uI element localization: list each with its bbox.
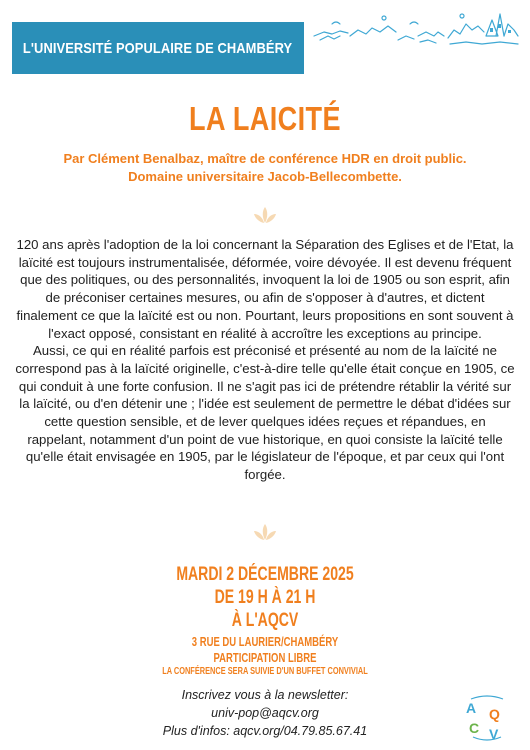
- logo-letter: A: [466, 700, 477, 716]
- logo-letter: Q: [489, 706, 500, 722]
- more-info-text: Plus d'infos: aqcv.org/04.79.85.67.41: [162, 724, 368, 738]
- logo-letter: V: [489, 726, 499, 742]
- body-paragraph: Aussi, ce qui en réalité parfois est préconisé et présenté au nom de la laïcité ne correspond pas à la laïcité originelle, c'est-à-dire telle qu'elle était conçue en 1905, ce qui conduit à une forte confusion. Il ne s'agit pas ici de prétendre rétablir la vérité sur la laïcité, ou d'en détenir une ; l'idée est seulement de permettre le débat d'idées sur cette question sensible, et de lever quelques idées reçues et répandues, en rappelant, notamment d'un point de vue historique, en quoi consiste la laïcité telle qu'elle était envisagée en 1905, par le législateur de l'époque, et par ceux qui l'ont forgée.: [15, 343, 515, 483]
- affiliation-line: Domaine universitaire Jacob-Bellecombette.: [128, 169, 402, 184]
- banner-title: L'UNIVERSITÉ POPULAIRE DE CHAMBÉRY: [23, 39, 293, 57]
- page-title: LA LAICITÉ: [189, 100, 341, 137]
- newsletter-label: Inscrivez vous à la newsletter:: [181, 688, 349, 702]
- leaf-ornament-icon: [253, 205, 277, 225]
- body-paragraph: 120 ans après l'adoption de la loi concernant la Séparation des Eglises et de l'Etat, la laïcité est toujours instrumentalisée, déformée, voire dévoyée. Il est devenu fréquent que des politiques, ou des personnalités, invoquent la loi de 1905 ou son esprit, afin de préconiser certaines mesures, ou afin de s'opposer à d'autres, et dictent finalement ce que la laïcité est ou non. Pourtant, leurs propositions en sont souvent à l'exact opposé, consistant en réalité à accroître les exceptions au principe.: [16, 237, 514, 341]
- event-time: DE 19 H À 21 H: [214, 587, 316, 608]
- event-address: 3 RUE DU LAURIER/CHAMBÉRY: [191, 635, 339, 649]
- chambery-skyline-icon: [310, 6, 522, 52]
- event-venue: À L'AQCV: [231, 610, 299, 631]
- author-line: Par Clément Benalbaz, maître de conférence HDR en droit public.: [63, 151, 467, 166]
- aqcv-logo: [463, 693, 511, 743]
- newsletter-email-link[interactable]: univ-pop@aqcv.org: [211, 706, 319, 720]
- logo-letter: C: [469, 720, 480, 736]
- leaf-ornament-icon: [253, 522, 277, 542]
- header-banner: [12, 22, 304, 74]
- author-info: [0, 150, 530, 186]
- article-body: [14, 236, 516, 484]
- event-date: MARDI 2 DÉCEMBRE 2025: [176, 564, 354, 585]
- event-note: LA CONFÉRENCE SERA SUIVIE D'UN BUFFET CONVIVIAL: [162, 666, 368, 677]
- event-participation: PARTICIPATION LIBRE: [213, 651, 317, 665]
